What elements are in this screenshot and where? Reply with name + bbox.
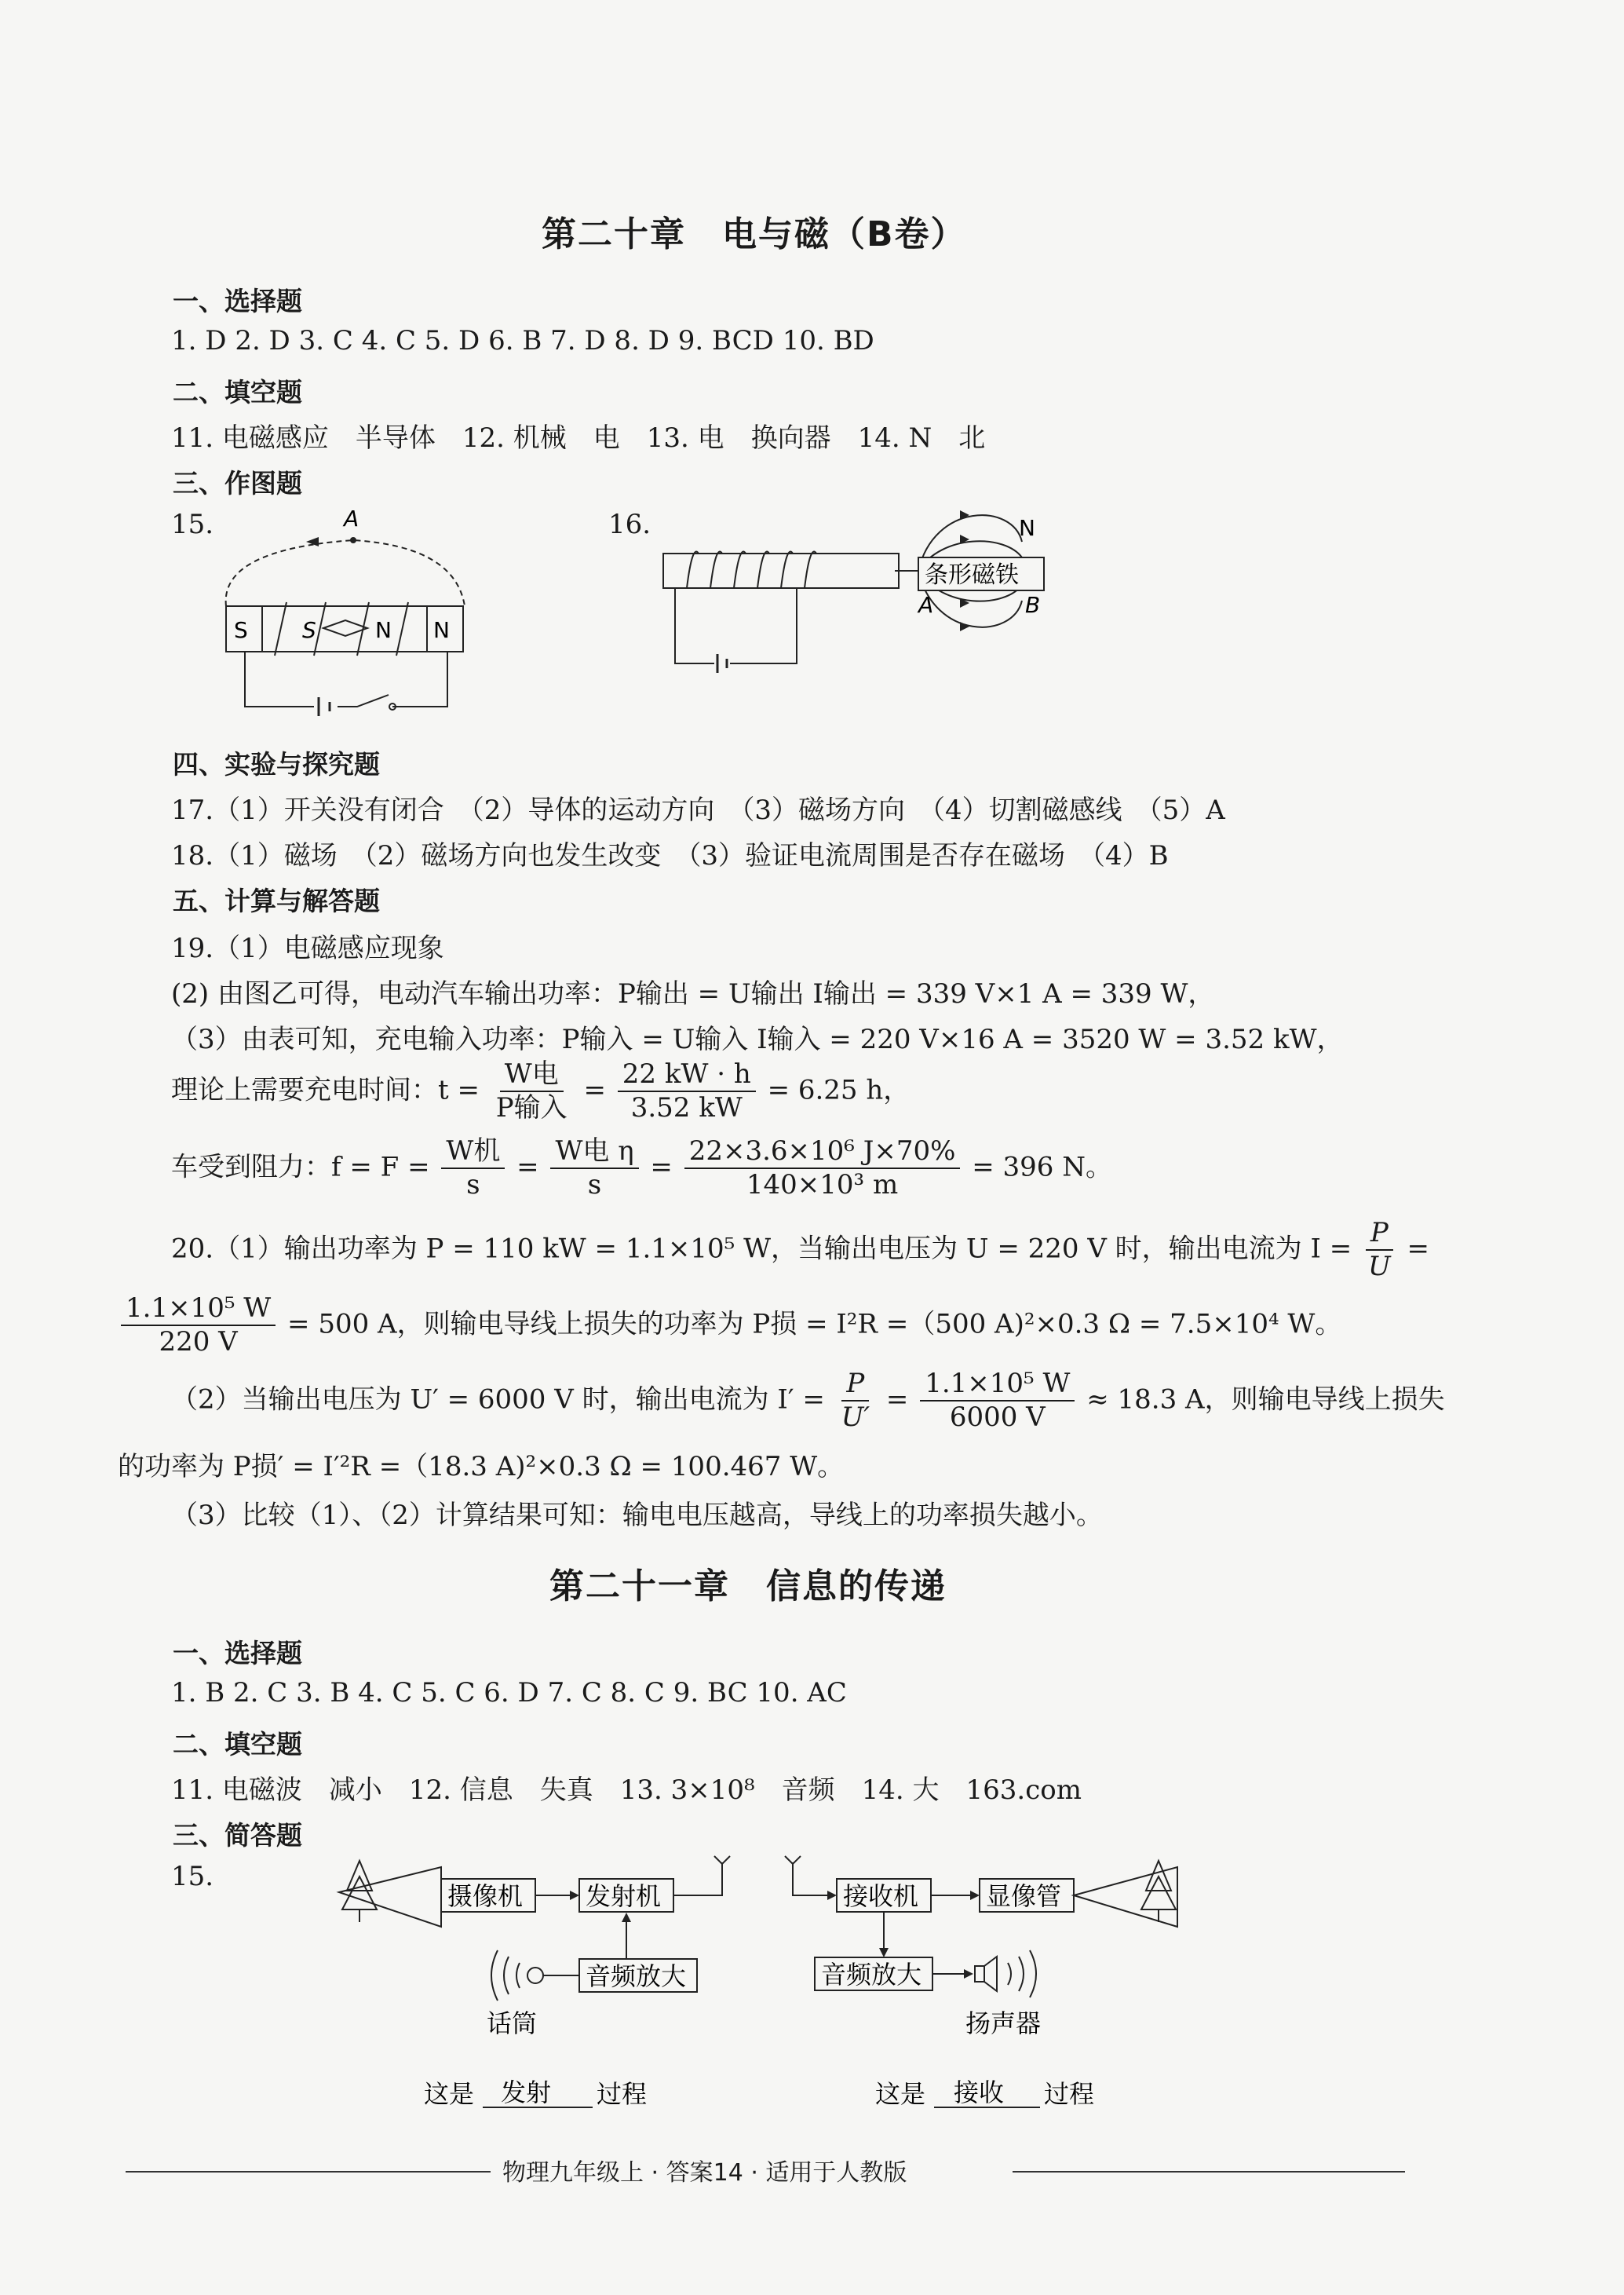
answers-choice-21: 1. B 2. C 3. B 4. C 5. C 6. D 7. C 8. C 9. BC 10. AC xyxy=(171,1677,847,1708)
caption-right-pre: 这是 xyxy=(875,2079,926,2109)
caption-right-fill: 接收 xyxy=(954,2078,1005,2107)
section-calc-20: 五、计算与解答题 xyxy=(173,886,380,916)
label-mic: 话筒 xyxy=(487,2008,538,2038)
section-choice-21: 一、选择题 xyxy=(173,1638,302,1668)
caption-left-fill: 发射 xyxy=(501,2078,552,2107)
label-transmitter: 发射机 xyxy=(586,1881,662,1911)
answers-fill-21: 11. 电磁波 减小 12. 信息 失真 13. 3×10⁸ 音频 14. 大 163.com xyxy=(171,1774,1082,1806)
answer-20-4: 的功率为 P损′ = I′²R =（18.3 A)²×0.3 Ω = 100.467 W。 xyxy=(118,1451,845,1482)
fig15-label-a: A xyxy=(344,506,359,532)
section-experiment-20: 四、实验与探究题 xyxy=(173,749,380,780)
answer-19-2: (2) 由图乙可得，电动汽车输出功率：P输出 = U输出 I输出 = 339 V×1 A = 339 W， xyxy=(171,978,1215,1010)
label-receiver: 接收机 xyxy=(843,1881,919,1911)
label-speaker: 扬声器 xyxy=(965,2008,1042,2038)
fig16-magnet-label: 条形磁铁 xyxy=(925,561,1019,589)
answer-17: 17.（1）开关没有闭合 （2）导体的运动方向 （3）磁场方向 （4）切割磁感线 （5）A xyxy=(171,795,1225,826)
figure-15-electromagnet xyxy=(188,502,487,738)
answer-20-2: $\frac{\text{1.1×10⁵ W}}{220 V}$ = 500 A，则输电导线上损失的功率为 P损 = I²R =（500 A)²×0.3 Ω = 7.5×10⁴ W。 xyxy=(118,1294,1341,1358)
fig15-n-right: N xyxy=(433,617,450,643)
label-audio-amp-right: 音频放大 xyxy=(821,1960,922,1990)
fig15-s-left: S xyxy=(234,617,248,643)
answer-19-4: 理论上需要充电时间：t = $\frac{\text{W电}}{\text{P输入}}$ = $\frac{22 kW \cdot h}{3.52 kW}$ = 6.25 h， xyxy=(171,1058,911,1124)
answer-20-1: 20.（1）输出功率为 P = 110 kW = 1.1×10⁵ W，当输出电压为 U = 220 V 时，输出电流为 I = $\frac{P}{U}$ = xyxy=(171,1217,1429,1283)
section-fill-20: 二、填空题 xyxy=(173,377,302,407)
section-choice-20: 一、选择题 xyxy=(173,286,302,316)
label-display: 显像管 xyxy=(986,1881,1062,1911)
chapter-20-title: 第二十章 电与磁（B卷） xyxy=(542,214,967,254)
section-drawing-20: 三、作图题 xyxy=(173,468,302,499)
q15-21-number: 15. xyxy=(171,1861,214,1892)
section-fill-21: 二、填空题 xyxy=(173,1729,302,1760)
answer-20-5: （3）比较（1）、（2）计算结果可知：输电电压越高，导线上的功率损失越小。 xyxy=(171,1500,1103,1531)
answer-19-3: （3）由表可知，充电输入功率：P输入 = U输入 I输入 = 220 V×16 A = 3520 W = 3.52 kW， xyxy=(171,1024,1344,1055)
fig16-label-a: A xyxy=(918,592,934,618)
answer-19-1: 19.（1）电磁感应现象 xyxy=(171,933,444,964)
fig15-n-compass: N xyxy=(375,617,392,643)
figure-16-solenoid xyxy=(651,495,1060,691)
footer-rule-right xyxy=(1013,2171,1405,2173)
q15-number: 15. xyxy=(171,509,214,540)
caption-left-post: 过程 xyxy=(597,2079,648,2109)
label-audio-amp-left: 音频放大 xyxy=(586,1961,687,1991)
fig16-label-b: B xyxy=(1025,592,1041,618)
label-camera: 摄像机 xyxy=(447,1881,524,1911)
answer-20-3: （2）当输出电压为 U′ = 6000 V 时，输出电流为 I′ = $\frac{P}{U'}$ = $\frac{\text{1.1×10⁵ W}}{6000 V}$ ≈ 18.3 A，则输电导线上损失 xyxy=(171,1368,1445,1434)
fig16-label-n: N xyxy=(1019,515,1035,541)
section-short-21: 三、简答题 xyxy=(173,1820,302,1851)
chapter-21-title: 第二十一章 信息的传递 xyxy=(549,1566,947,1606)
answers-choice-20: 1. D 2. D 3. C 4. C 5. D 6. B 7. D 8. D 9. BCD 10. BD xyxy=(171,325,874,356)
answer-18: 18.（1）磁场 （2）磁场方向也发生改变 （3）验证电流周围是否存在磁场 （4）B xyxy=(171,840,1169,872)
fig15-s-compass: S xyxy=(302,617,316,643)
caption-right-post: 过程 xyxy=(1044,2079,1095,2109)
answer-19-5: 车受到阻力：f = F = $\frac{\text{W机}}{s}$ = $\frac{\text{W电 η}}{s}$ = $\frac{\text{22×3.6×10⁶ J×70\%}}{\text{140×10³ m}}$ = 396 N。 xyxy=(171,1135,1112,1201)
footer-text: 物理九年级上 · 答案14 · 适用于人教版 xyxy=(502,2159,907,2187)
answers-fill-20: 11. 电磁感应 半导体 12. 机械 电 13. 电 换向器 14. N 北 xyxy=(171,422,986,454)
caption-left-pre: 这是 xyxy=(424,2079,475,2109)
q16-number: 16. xyxy=(608,509,651,540)
footer-rule-left xyxy=(126,2171,491,2173)
communication-block-diagram xyxy=(322,1845,1201,2120)
